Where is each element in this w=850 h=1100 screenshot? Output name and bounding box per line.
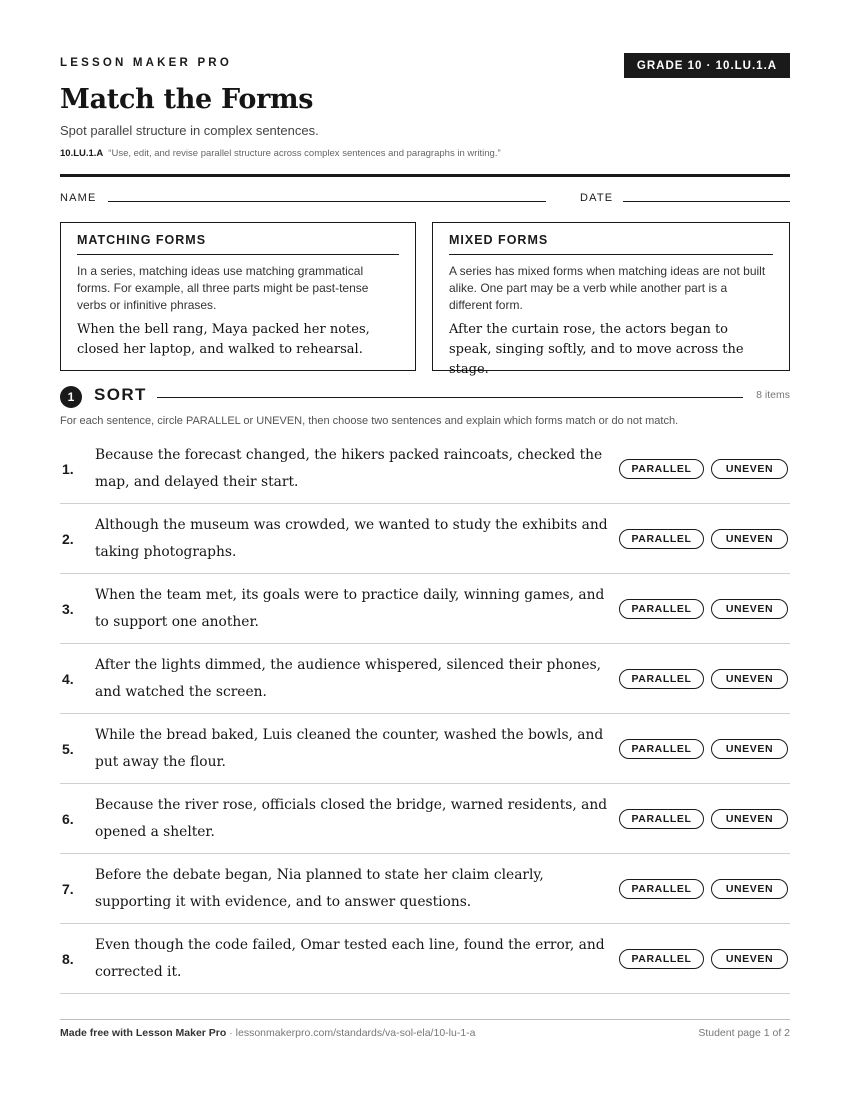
- list-item: [60, 784, 790, 854]
- grade-badge: GRADE 10 · 10.LU.1.A: [624, 53, 790, 78]
- concept-example: After the curtain rose, the actors began to speak, singing softly, and to move across the stage.: [449, 322, 744, 377]
- item-number: 7.: [62, 881, 74, 897]
- brand-name: LESSON MAKER PRO: [60, 57, 232, 69]
- item-number: 4.: [62, 671, 74, 687]
- footer-url[interactable]: · lessonmakerpro.com/standards/va-sol-ela/10-lu-1-a: [226, 1027, 476, 1039]
- parallel-option[interactable]: PARALLEL: [619, 879, 704, 899]
- list-item: [60, 924, 790, 994]
- page-title: Match the Forms: [60, 84, 314, 115]
- parallel-option[interactable]: PARALLEL: [619, 669, 704, 689]
- worksheet-page: [60, 0, 790, 1100]
- footer-credit: Made free with Lesson Maker Pro: [60, 1027, 227, 1039]
- parallel-option[interactable]: PARALLEL: [619, 529, 704, 549]
- section-divider: [157, 397, 743, 398]
- parallel-option[interactable]: PARALLEL: [619, 459, 704, 479]
- name-label: NAME: [60, 192, 97, 204]
- uneven-option[interactable]: UNEVEN: [711, 879, 788, 899]
- uneven-option[interactable]: UNEVEN: [711, 669, 788, 689]
- standard-line: [60, 148, 501, 159]
- parallel-option[interactable]: PARALLEL: [619, 949, 704, 969]
- item-number: 3.: [62, 601, 74, 617]
- mixed-forms-box: [432, 222, 790, 377]
- item-number: 2.: [62, 531, 74, 547]
- item-sentence: After the lights dimmed, the audience whispered, silenced their phones, and watched the screen.: [95, 657, 602, 700]
- page-subtitle: Spot parallel structure in complex sentences.: [60, 123, 319, 138]
- uneven-option[interactable]: UNEVEN: [711, 599, 788, 619]
- matching-forms-box: [60, 222, 416, 371]
- uneven-option[interactable]: UNEVEN: [711, 459, 788, 479]
- footer-credit-line: [60, 1027, 476, 1039]
- section-title: SORT: [94, 385, 147, 404]
- list-item: [60, 644, 790, 714]
- concept-heading: MATCHING FORMS: [77, 233, 399, 255]
- list-item: [60, 504, 790, 574]
- date-field[interactable]: [623, 201, 790, 202]
- concept-description: In a series, matching ideas use matching grammatical forms. For example, all three parts might be past-tense verbs or infinitive phrases.: [77, 264, 369, 312]
- uneven-option[interactable]: UNEVEN: [711, 529, 788, 549]
- name-field[interactable]: [108, 201, 546, 202]
- standard-text: “Use, edit, and revise parallel structure across complex sentences and paragraphs in writing.”: [108, 148, 501, 159]
- list-item: [60, 434, 790, 504]
- item-number: 6.: [62, 811, 74, 827]
- uneven-option[interactable]: UNEVEN: [711, 809, 788, 829]
- item-sentence: Before the debate began, Nia planned to state her claim clearly, supporting it with evidence, and to answer questions.: [95, 867, 544, 910]
- item-number: 8.: [62, 951, 74, 967]
- section-item-count: 8 items: [756, 389, 790, 401]
- date-label: DATE: [580, 192, 614, 204]
- concept-example: When the bell rang, Maya packed her notes, closed her laptop, and walked to rehearsal.: [77, 322, 370, 357]
- item-number: 5.: [62, 741, 74, 757]
- parallel-option[interactable]: PARALLEL: [619, 809, 704, 829]
- section-instructions: For each sentence, circle PARALLEL or UNEVEN, then choose two sentences and explain which forms match or do not match.: [60, 415, 679, 427]
- item-sentence: Although the museum was crowded, we wanted to study the exhibits and taking photographs.: [95, 517, 608, 560]
- item-number: 1.: [62, 461, 74, 477]
- section-number-badge: 1: [60, 386, 82, 408]
- uneven-option[interactable]: UNEVEN: [711, 949, 788, 969]
- footer-divider: [60, 1019, 790, 1020]
- page-indicator: Student page 1 of 2: [698, 1027, 790, 1039]
- item-sentence: Even though the code failed, Omar tested each line, found the error, and corrected it.: [95, 937, 605, 980]
- section-header: [60, 384, 790, 408]
- concept-heading: MIXED FORMS: [449, 233, 773, 255]
- list-item: [60, 574, 790, 644]
- parallel-option[interactable]: PARALLEL: [619, 739, 704, 759]
- item-list: [60, 434, 790, 994]
- list-item: [60, 714, 790, 784]
- item-sentence: Because the forecast changed, the hikers packed raincoats, checked the map, and delayed their start.: [95, 447, 603, 490]
- item-sentence: While the bread baked, Luis cleaned the counter, washed the bowls, and put away the flour.: [95, 727, 604, 770]
- list-item: [60, 854, 790, 924]
- concept-description: A series has mixed forms when matching ideas are not built alike. One part may be a verb while another part is a different form.: [449, 264, 766, 312]
- standard-code: 10.LU.1.A: [60, 148, 104, 159]
- header-divider: [60, 174, 790, 177]
- item-sentence: When the team met, its goals were to practice daily, winning games, and to support one another.: [95, 587, 605, 630]
- parallel-option[interactable]: PARALLEL: [619, 599, 704, 619]
- item-sentence: Because the river rose, officials closed the bridge, warned residents, and opened a shelter.: [95, 797, 608, 840]
- uneven-option[interactable]: UNEVEN: [711, 739, 788, 759]
